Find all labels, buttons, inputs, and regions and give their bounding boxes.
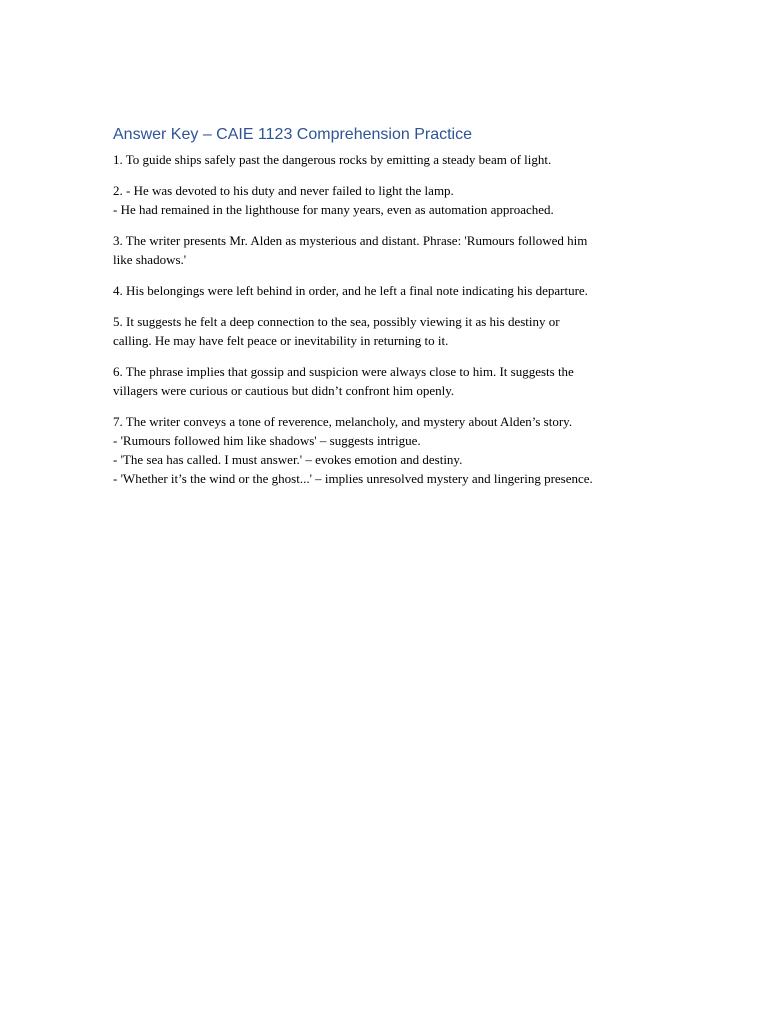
answer-7	[113, 412, 673, 488]
answer-line: 3. The writer presents Mr. Alden as mysterious and distant. Phrase: 'Rumours followed him	[113, 233, 588, 248]
answer-4	[113, 281, 673, 300]
document-title: Answer Key – CAIE 1123 Comprehension Practice	[113, 126, 472, 143]
answer-line: 4. His belongings were left behind in order, and he left a final note indicating his departure.	[113, 283, 588, 298]
answer-line: 5. It suggests he felt a deep connection to the sea, possibly viewing it as his destiny or	[113, 314, 560, 329]
document-content	[113, 124, 673, 500]
answer-line: 2. - He was devoted to his duty and never failed to light the lamp.	[113, 183, 454, 198]
answer-line: like shadows.'	[113, 252, 187, 267]
answer-line: 1. To guide ships safely past the dangerous rocks by emitting a steady beam of light.	[113, 152, 552, 167]
answer-line: - 'The sea has called. I must answer.' – evokes emotion and destiny.	[113, 452, 463, 467]
answer-3	[113, 231, 673, 269]
answer-6	[113, 362, 673, 400]
answer-1	[113, 150, 673, 169]
answer-line: - 'Rumours followed him like shadows' – suggests intrigue.	[113, 433, 421, 448]
answer-2	[113, 181, 673, 219]
answer-line: - He had remained in the lighthouse for many years, even as automation approached.	[113, 202, 554, 217]
answer-line: 6. The phrase implies that gossip and suspicion were always close to him. It suggests the	[113, 364, 574, 379]
answer-5	[113, 312, 673, 350]
answer-line: 7. The writer conveys a tone of reverence, melancholy, and mystery about Alden’s story.	[113, 414, 573, 429]
answer-line: calling. He may have felt peace or inevitability in returning to it.	[113, 333, 449, 348]
answer-line: - 'Whether it’s the wind or the ghost...' – implies unresolved mystery and lingering presence.	[113, 471, 593, 486]
answer-line: villagers were curious or cautious but didn’t confront him openly.	[113, 383, 455, 398]
